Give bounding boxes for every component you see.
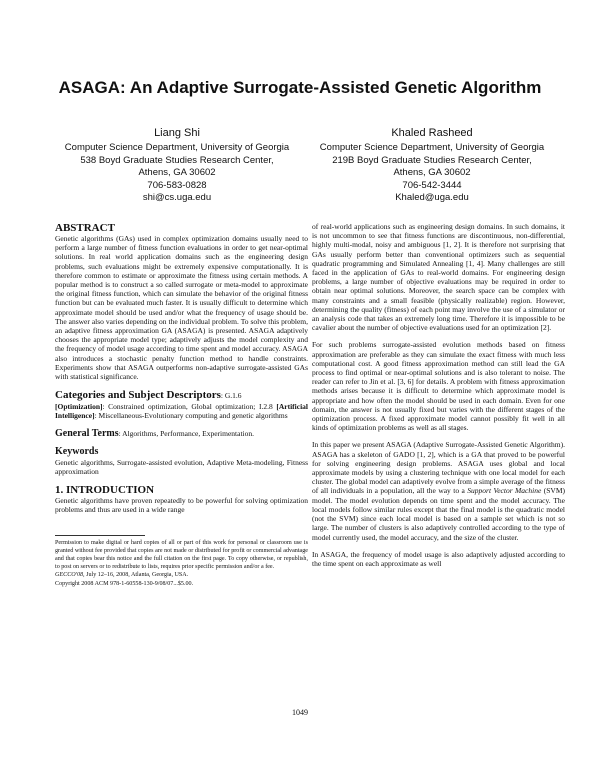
abstract-text: Genetic algorithms (GAs) used in complex optimization domains usually need to perform a large number of fitness function evaluations in order to get near-optimal solutions. In real world application domains such as the engineering design problems, such evaluations might be extremely expensive computationally. It is therefore common to estimate or approximate the fitness using certain methods. A popular method is to construct a so called surrogate or meta-model to approximate the original fitness function, which can simulate the behavior of the original fitness function but can be evaluated much faster. It is usually difficult to determine which approximate model should be used and/or what the frequency of usage should be. The answer also varies depending on the individual problem. To solve this problem, an adaptive fitness approximation GA (ASAGA) is presented. ASAGA adaptively chooses the appropriate model type; adaptively adjusts the model complexity and the frequency of model usage according to time spent and model accuracy. ASAGA also introduces a stochastic penalty function method to handle constraints. Experiments show that ASAGA outperforms non-adaptive surrogate-assisted GAs with statistical significance. — [55, 234, 308, 382]
categories-text — [55, 402, 308, 420]
permission-notice: Permission to make digital or hard copies of all or part of this work for personal or classroom use is granted without fee provided that copies are not made or distributed for profit or commercial advantage and that copies bear this notice and the full citation on the first page. To copy otherwise, or republish, to post on servers or to redistribute to lists, requires prior specific permission and/or a fee. — [55, 539, 308, 571]
author-block-1 — [42, 127, 312, 204]
introduction-text: Genetic algorithms have proven repeatedly to be powerful for solving optimization problems and thus are used in a wide range — [55, 496, 308, 515]
paragraph-3-end: (SVM) model. The model evolution depends on time spent and the model accuracy. The local models follow similar rules except that the final model is the quadratic model (not the SVM) since each local model is based on a sample set which is not so large. The number of clusters is also adaptively controlled according to the type of model currently used, the model accuracy, and the size of the cluster. — [312, 486, 565, 542]
author-name: Liang Shi — [154, 127, 200, 139]
category-1-rest: : Constrained optimization, Global optimization; — [102, 402, 256, 412]
category-2-bold: [Artificial Intelligence] — [55, 402, 308, 421]
paragraph-3-start: In this paper we present ASAGA (Adaptive Surrogate-Assisted Genetic Algorithm). ASAGA has a skeleton of GADO [1, 2], which is a GA that proved to be powerful for solving engineering design problems. ASAGA uses global and local approximate models by using a clustering technique with one local model for each cluster. The global model can adaptively evolve from a simple average of the fitness of all individuals in a population, all the way to a — [312, 440, 565, 496]
general-terms-text: : Algorithms, Performance, Experimentation. — [118, 428, 254, 438]
category-2-rest: : Miscellaneous-Evolutionary computing and genetic algorithms — [94, 411, 288, 421]
categories-heading-text: Categories and Subject Descriptors — [55, 389, 221, 402]
author-affiliation: Computer Science Department, University of Georgia — [319, 142, 545, 154]
keywords-text: Genetic algorithms, Surrogate-assisted evolution, Adaptive Meta-modeling, Fitness approximation — [55, 457, 308, 477]
intro-paragraph-3 — [312, 440, 565, 541]
author-email: shi@cs.uga.edu — [142, 192, 212, 204]
keywords-heading: Keywords — [55, 445, 99, 457]
page-number: 1049 — [292, 708, 308, 717]
category-2-code: I.2.8 — [259, 402, 273, 412]
categories-heading — [55, 389, 308, 402]
venue-line — [55, 571, 308, 579]
author-phone: 706-583-0828 — [147, 179, 207, 191]
venue-details: July 12–16, 2008, Atlanta, Georgia, USA. — [84, 572, 189, 579]
author-block-2 — [297, 127, 567, 204]
right-column — [312, 222, 565, 568]
author-email: Khaled@uga.edu — [395, 192, 469, 204]
intro-paragraph-1: of real-world applications such as engineering design domains. In such domains, it is not uncommon to see that fitness functions are discontinuous, non-differential, highly multi-modal, noisy and ambiguous [1, 2]. It is therefore not surprising that GAs usually perform better than conventional optimizers such as sequential quadratic programming and Simulated Annealing [1, 4]. Many challenges are still faced in the application of GAs to real-world domains. For engineering design problems, a large number of objective evaluations may be required in order to obtain near optimal solutions. Moreover, the search space can be complex with many constraints and a small feasible (physically realizable) region. However, determining the quality (fitness) of each point may involve the use of a simulator or an analysis code that takes an extremely long time. Therefore it is impossible to be cavalier about the number of objective evaluations used for an optimization [2]. — [312, 222, 565, 333]
general-terms-heading: General Terms — [55, 427, 119, 439]
general-terms — [55, 429, 308, 438]
author-address: 219B Boyd Graduate Studies Research Center, — [332, 154, 532, 166]
introduction-heading: 1. INTRODUCTION — [55, 484, 155, 497]
author-city: Athens, GA 30602 — [393, 167, 471, 179]
category-1-bold: [Optimization] — [55, 402, 103, 412]
author-address: 538 Boyd Graduate Studies Research Center, — [80, 154, 274, 166]
paper-title: ASAGA: An Adaptive Surrogate-Assisted Genetic Algorithm — [58, 78, 542, 97]
intro-paragraph-2: For such problems surrogate-assisted evolution methods based on fitness approximation are preferable as they can simulate the exact fitness with much less computational cost. A good fitness approximation method can still lead the GA process to find optimal or near-optimal solutions and is also tolerant to noise. The reader can refer to Jin et al. [3, 6] for details. A problem with fitness approximation methods arises because it is difficult to determine which approximate model is appropriate and how often the model should be used in each domain. Even for one domain, the answer is not usually fixed but varies with the different stages of the optimization process. A fixed approximate model cannot possibly fit well in all kinds of optimization problems as well as all stages. — [312, 340, 565, 433]
venue-name: GECCO'08, — [55, 572, 85, 579]
categories-code: : G.1.6 — [220, 391, 242, 401]
left-column — [55, 222, 308, 588]
abstract-heading: ABSTRACT — [55, 222, 115, 234]
copyright-line: Copyright 2008 ACM 978-1-60558-130-9/08/07...$5.00. — [55, 580, 194, 587]
copyright-footnote — [55, 535, 308, 588]
author-city: Athens, GA 30602 — [138, 167, 216, 179]
footnote-rule — [55, 535, 145, 536]
author-affiliation: Computer Science Department, University of Georgia — [64, 142, 290, 154]
intro-paragraph-4: In ASAGA, the frequency of model usage is also adaptively adjusted according to the time spent on each approximate as well — [312, 549, 565, 568]
author-name: Khaled Rasheed — [391, 127, 473, 139]
author-phone: 706-542-3444 — [402, 179, 462, 191]
svm-term: Support Vector Machine — [467, 486, 542, 496]
